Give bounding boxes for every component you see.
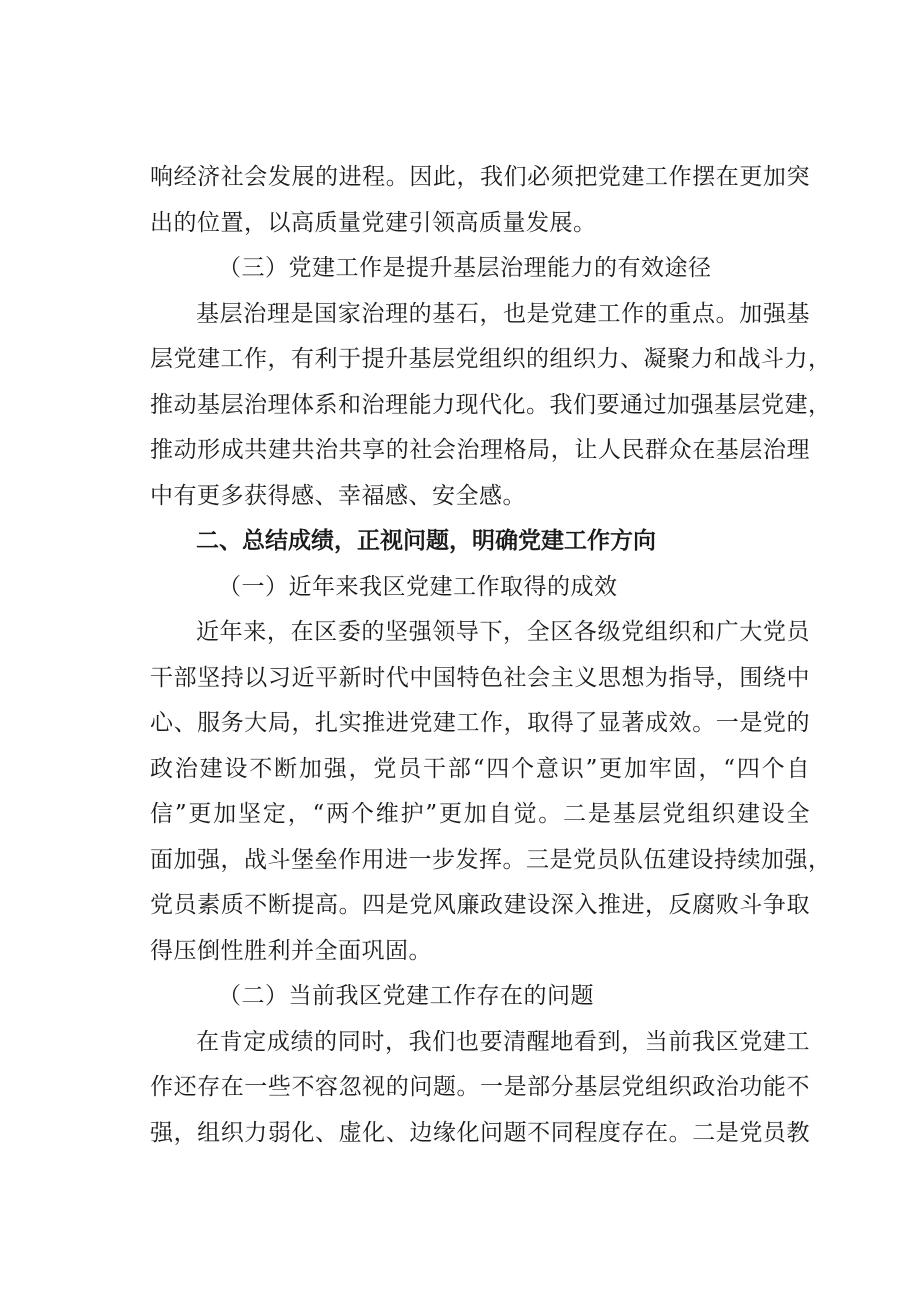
paragraph-line: 面加强，战斗堡垒作用进一步发挥。三是党员队伍建设持续加强， xyxy=(150,847,832,873)
paragraph-line: 近年来，在区委的坚强领导下，全区各级党组织和广大党员 xyxy=(196,619,810,645)
paragraph-line: 推动基层治理体系和治理能力现代化。我们要通过加强基层党建， xyxy=(150,392,832,418)
paragraph-line: 基层治理是国家治理的基石，也是党建工作的重点。加强基 xyxy=(196,301,810,327)
paragraph-line: 中有更多获得感、幸福感、安全感。 xyxy=(150,483,526,509)
paragraph-line: 层党建工作，有利于提升基层党组织的组织力、凝聚力和战斗力， xyxy=(150,346,832,372)
subsection-heading: （三）党建工作是提升基层治理能力的有效途径 xyxy=(218,255,712,281)
paragraph-line: 强，组织力弱化、虚化、边缘化问题不同程度存在。二是党员教 xyxy=(150,1120,810,1146)
subsection-heading: （一）近年来我区党建工作取得的成效 xyxy=(218,574,618,600)
paragraph-line: 心、服务大局，扎实推进党建工作，取得了显著成效。一是党的 xyxy=(150,710,810,736)
paragraph-line: 党员素质不断提高。四是党风廉政建设深入推进，反腐败斗争取 xyxy=(150,892,810,918)
paragraph-line: 响经济社会发展的进程。因此，我们必须把党建工作摆在更加突 xyxy=(150,164,810,190)
section-heading: 二、总结成绩，正视问题，明确党建工作方向 xyxy=(196,528,656,554)
paragraph-line: 得压倒性胜利并全面巩固。 xyxy=(150,938,432,964)
paragraph-line: 推动形成共建共治共享的社会治理格局，让人民群众在基层治理 xyxy=(150,437,810,463)
paragraph-line: 在肯定成绩的同时，我们也要清醒地看到，当前我区党建工 xyxy=(196,1029,810,1055)
paragraph-line: 干部坚持以习近平新时代中国特色社会主义思想为指导，围绕中 xyxy=(150,665,810,691)
paragraph-line: 作还存在一些不容忽视的问题。一是部分基层党组织政治功能不 xyxy=(150,1074,810,1100)
paragraph-line: 出的位置，以高质量党建引领高质量发展。 xyxy=(150,210,597,236)
subsection-heading: （二）当前我区党建工作存在的问题 xyxy=(218,983,594,1009)
paragraph-line: 信”更加坚定，“两个维护”更加自觉。二是基层党组织建设全 xyxy=(150,801,810,827)
paragraph-line: 政治建设不断加强，党员干部“四个意识”更加牢固，“四个自 xyxy=(150,756,810,782)
